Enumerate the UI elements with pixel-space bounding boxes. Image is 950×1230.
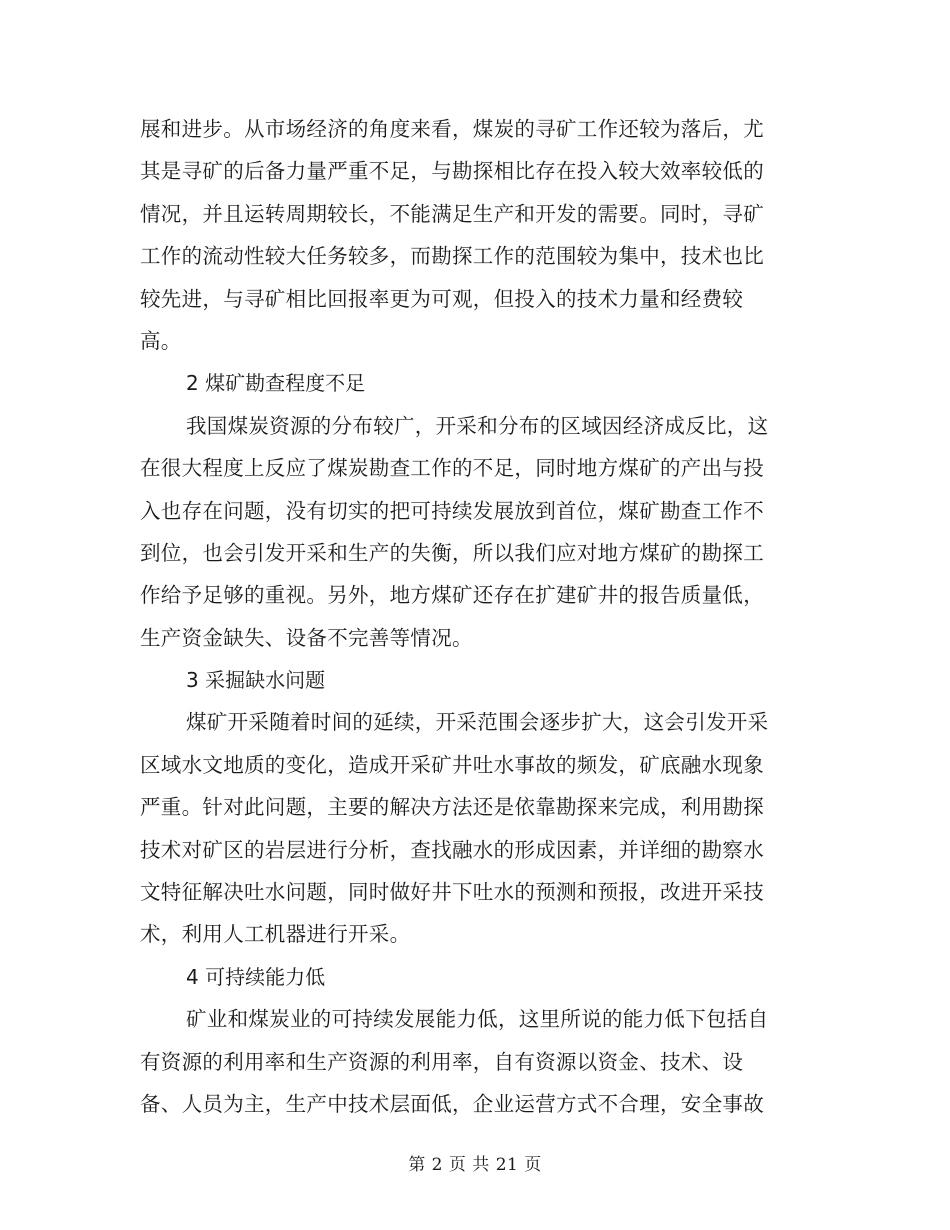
paragraph-line: 入也存在问题，没有切实的把可持续发展放到首位，煤矿勘查工作不 — [140, 498, 764, 523]
paragraph-line: 文特征解决吐水问题，同时做好井下吐水的预测和预报，改进开采技 — [140, 880, 764, 905]
paragraph-line: 术，利用人工机器进行开采。 — [140, 922, 411, 947]
paragraph-line: 矿业和煤炭业的可持续发展能力低，这里所说的能力低下包括自 — [186, 1007, 769, 1032]
paragraph-line: 区域水文地质的变化，造成开采矿井吐水事故的频发，矿底融水现象 — [140, 752, 764, 777]
paragraph-line: 技术对矿区的岩层进行分析，查找融水的形成因素，并详细的勘察水 — [140, 837, 764, 862]
paragraph-line: 在很大程度上反应了煤炭勘查工作的不足，同时地方煤矿的产出与投 — [140, 456, 764, 481]
paragraph-line: 严重。针对此问题，主要的解决方法还是依靠勘探来完成，利用勘探 — [140, 795, 764, 820]
page-number-footer: 第 2 页 共 21 页 — [408, 1155, 542, 1175]
section-heading: 4 可持续能力低 — [186, 964, 326, 989]
paragraph-line: 展和进步。从市场经济的角度来看，煤炭的寻矿工作还较为落后，尤 — [140, 117, 764, 141]
paragraph-line: 煤矿开采随着时间的延续，开采范围会逐步扩大，这会引发开采 — [186, 710, 769, 735]
paragraph-line: 工作的流动性较大任务较多，而勘探工作的范围较为集中，技术也比 — [140, 244, 764, 269]
paragraph-line: 作给予足够的重视。另外，地方煤矿还存在扩建矿井的报告质量低， — [140, 583, 764, 608]
paragraph-line: 其是寻矿的后备力量严重不足，与勘探相比存在投入较大效率较低的 — [140, 159, 764, 184]
paragraph-line: 情况，并且运转周期较长，不能满足生产和开发的需要。同时，寻矿 — [140, 201, 764, 226]
paragraph-line: 生产资金缺失、设备不完善等情况。 — [140, 625, 473, 650]
paragraph-line: 较先进，与寻矿相比回报率更为可观，但投入的技术力量和经费较 — [140, 286, 744, 311]
section-heading: 3 采掘缺水问题 — [186, 668, 326, 693]
paragraph-line: 我国煤炭资源的分布较广，开采和分布的区域因经济成反比，这 — [186, 413, 769, 438]
document-body — [140, 108, 769, 1125]
paragraph-line: 高。 — [140, 328, 182, 353]
paragraph-line: 有资源的利用率和生产资源的利用率，自有资源以资金、技术、设 — [140, 1049, 744, 1074]
paragraph-line: 到位，也会引发开采和生产的失衡，所以我们应对地方煤矿的勘探工 — [140, 540, 764, 565]
paragraph-line: 备、人员为主，生产中技术层面低，企业运营方式不合理，安全事故 — [140, 1091, 764, 1116]
section-heading: 2 煤矿勘查程度不足 — [186, 371, 366, 396]
